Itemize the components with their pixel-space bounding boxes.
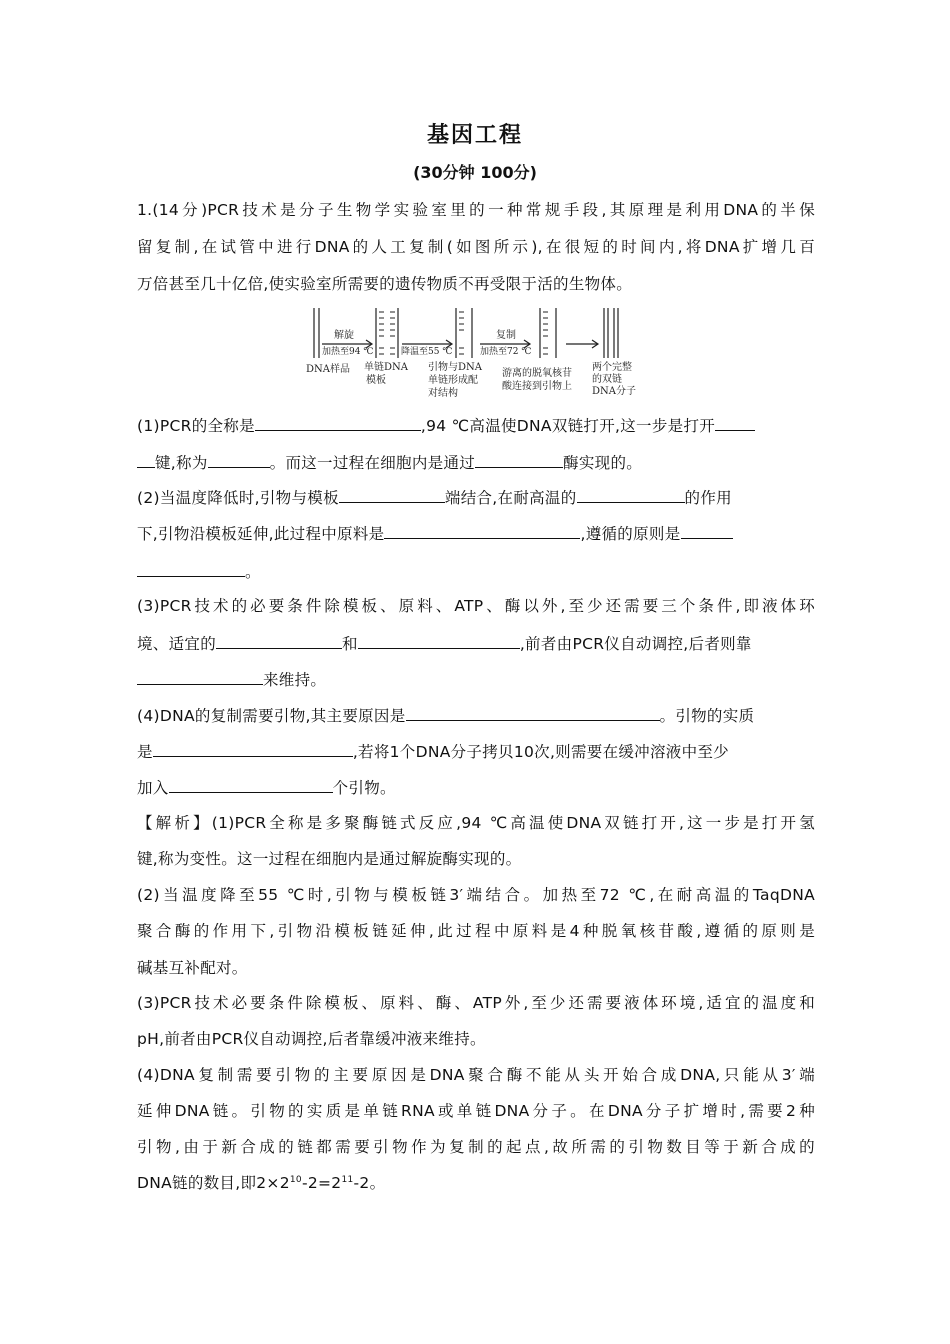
analysis-line: 【解析】(1)PCR全称是多聚酶链式反应,94 ℃高温使DNA双链打开,这一步是打开氢 <box>137 814 815 832</box>
analysis-line: pH,前者由PCR仪自动调控,后者靠缓冲液来维持。 <box>137 1030 486 1048</box>
answer-blank[interactable] <box>681 522 733 539</box>
subquestion-1: (1)PCR的全称是 ,94 ℃高温使DNA双链打开,这一步是打开 <box>137 414 815 437</box>
answer-blank[interactable] <box>577 486 685 503</box>
exponent: 10 <box>289 1174 302 1185</box>
label-template-line: 模板 <box>366 375 386 386</box>
label-primer-line: 单链形成配 <box>428 375 478 386</box>
analysis-line-formula: DNA链的数目,即$2\times 2^{10}-2=2^{11}-2$。 <box>137 1174 386 1192</box>
answer-blank[interactable] <box>358 632 520 649</box>
question-intro-line: 万倍甚至几十亿倍,使实验室所需要的遗传物质不再受限于活的生物体。 <box>137 275 633 293</box>
answer-blank[interactable] <box>208 451 270 468</box>
label-primer-line: 对结构 <box>428 388 458 399</box>
subquestion-2-cont: 下,引物沿模板延伸,此过程中原料是 ,遵循的原则是 <box>137 522 815 545</box>
label-result-line: DNA分子 <box>592 386 636 397</box>
subquestion-3-cont: 来维持。 <box>137 668 815 691</box>
label-primer-line: 引物与DNA <box>428 362 482 373</box>
analysis-line: 碱基互补配对。 <box>137 959 248 977</box>
answer-blank[interactable] <box>216 632 342 649</box>
page-title: 基因工程 <box>426 122 523 148</box>
label-nucleotides-line: 酸连接到引物上 <box>502 381 572 392</box>
subquestion-2: (2)当温度降低时,引物与模板 端结合,在耐高温的 的作用 <box>137 486 815 509</box>
arrow-label-unwind: 解旋 <box>334 330 354 341</box>
arrow-label-cool-55: 降温至55 ℃ <box>401 347 453 357</box>
answer-blank[interactable] <box>137 560 245 577</box>
answer-blank[interactable] <box>137 451 155 468</box>
question-intro-line: 1.(14分)PCR技术是分子生物学实验室里的一种常规手段,其原理是利用DNA的半保 <box>137 201 815 219</box>
analysis-line: 引物,由于新合成的链都需要引物作为复制的起点,故所需的引物数目等于新合成的 <box>137 1138 815 1156</box>
answer-blank[interactable] <box>255 414 421 431</box>
answer-blank[interactable] <box>339 486 445 503</box>
subquestion-3-cont: 境、适宜的 和 ,前者由PCR仪自动调控,后者则靠 <box>137 632 815 655</box>
analysis-line: (4)DNA复制需要引物的主要原因是DNA聚合酶不能从头开始合成DNA,只能从3′端 <box>137 1066 815 1084</box>
pcr-process-diagram <box>300 304 650 402</box>
subquestion-4-cont: 加入 个引物。 <box>137 776 815 799</box>
analysis-line: (3)PCR技术必要条件除模板、原料、酶、ATP外,至少还需要液体环境,适宜的温度和 <box>137 994 815 1012</box>
label-template-line: 单链DNA <box>364 362 408 373</box>
arrow-label-heat-72: 加热至72 ℃ <box>480 347 532 357</box>
subquestion-3: (3)PCR技术的必要条件除模板、原料、ATP、酶以外,至少还需要三个条件,即液体环 <box>137 597 815 615</box>
answer-blank[interactable] <box>406 704 660 721</box>
subquestion-1-cont: 键,称为 。而这一过程在细胞内是通过 酶实现的。 <box>137 451 815 474</box>
analysis-line: (2)当温度降至55 ℃时,引物与模板链3′端结合。加热至72 ℃,在耐高温的TaqDNA <box>137 886 815 904</box>
answer-blank[interactable] <box>153 740 353 757</box>
answer-blank[interactable] <box>137 668 263 685</box>
arrow-label-heat-94: 加热至94 ℃ <box>322 347 374 357</box>
answer-blank[interactable] <box>384 522 580 539</box>
analysis-line: 延伸DNA链。引物的实质是单链RNA或单链DNA分子。在DNA分子扩增时,需要2种 <box>137 1102 815 1120</box>
label-result-line: 的双链 <box>592 374 622 385</box>
label-nucleotides-line: 游离的脱氧核苷 <box>502 368 572 379</box>
label-result-line: 两个完整 <box>592 362 632 373</box>
answer-blank[interactable] <box>169 776 333 793</box>
subquestion-4-cont: 是 ,若将1个DNA分子拷贝10次,则需要在缓冲溶液中至少 <box>137 740 815 763</box>
subquestion-4: (4)DNA的复制需要引物,其主要原因是 。引物的实质 <box>137 704 815 727</box>
analysis-line: 聚合酶的作用下,引物沿模板链延伸,此过程中原料是4种脱氧核苷酸,遵循的原则是 <box>137 922 815 940</box>
page-subtitle: (30分钟 100分) <box>413 163 537 182</box>
analysis-line: 键,称为变性。这一过程在细胞内是通过解旋酶实现的。 <box>137 850 522 868</box>
arrow-label-replicate: 复制 <box>496 330 516 341</box>
question-intro-line: 留复制,在试管中进行DNA的人工复制(如图所示),在很短的时间内,将DNA扩增几百 <box>137 238 815 256</box>
answer-blank[interactable] <box>715 414 755 431</box>
label-dna-sample: DNA样品 <box>306 364 350 375</box>
exponent: 11 <box>341 1174 354 1185</box>
subquestion-2-cont: 。 <box>137 560 815 583</box>
answer-blank[interactable] <box>475 451 563 468</box>
